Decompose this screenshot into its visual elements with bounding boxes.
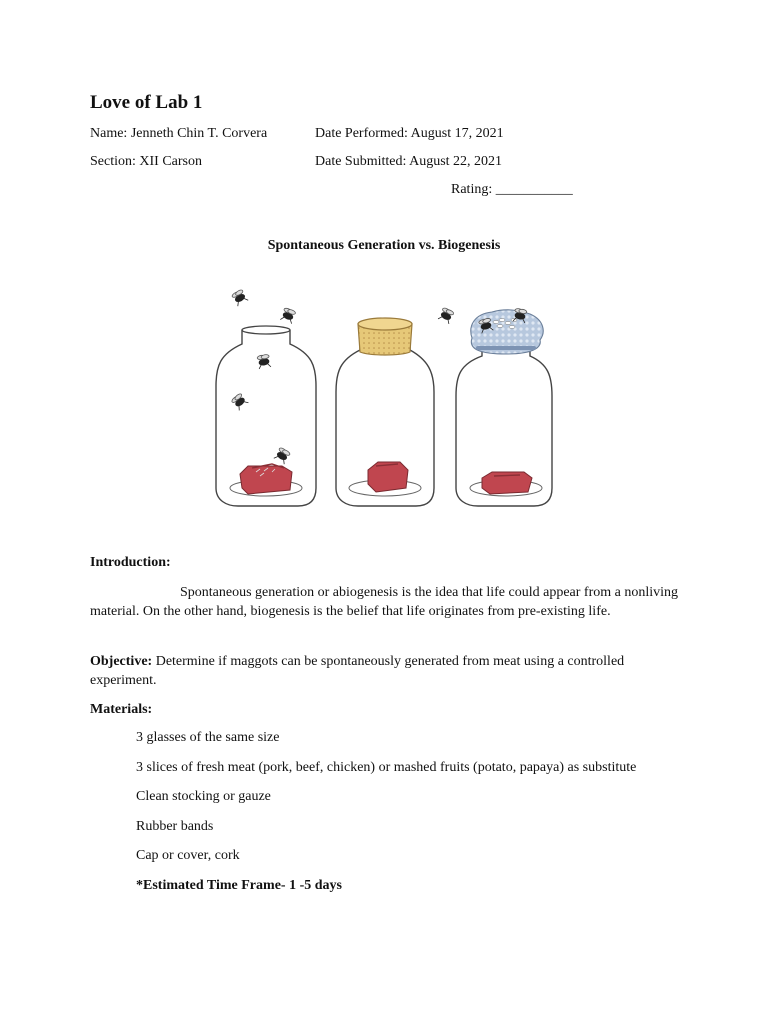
date-submitted: Date Submitted: August 22, 2021 bbox=[315, 154, 503, 169]
rating-field: Rating: ___________ bbox=[451, 182, 573, 197]
introduction-heading: Introduction: bbox=[90, 555, 171, 570]
meat-slice-2 bbox=[368, 462, 408, 492]
time-frame: *Estimated Time Frame- 1 -5 days bbox=[136, 878, 342, 893]
material-item: 3 slices of fresh meat (pork, beef, chicken) or mashed fruits (potato, papaya) as substitute bbox=[136, 760, 637, 775]
gauze-covered-jar bbox=[456, 310, 552, 506]
objective-text: Determine if maggots can be spontaneously generated from meat using a controlled experiment. bbox=[90, 654, 625, 688]
rubber-band bbox=[476, 346, 536, 350]
section: Section: XII Carson bbox=[90, 154, 202, 169]
introduction-text: Spontaneous generation or abiogenesis is the idea that life could appear from a nonliving material. On the other hand, biogenesis is the belief that life originates from pre-existing life. bbox=[90, 585, 679, 619]
material-item: Rubber bands bbox=[136, 819, 214, 834]
jar-experiment-illustration bbox=[212, 266, 556, 516]
corked-jar bbox=[336, 318, 434, 506]
materials-heading: Materials: bbox=[90, 702, 153, 717]
figure-title: Spontaneous Generation vs. Biogenesis bbox=[267, 238, 501, 253]
objective-label: Objective: bbox=[90, 654, 153, 669]
material-item: Cap or cover, cork bbox=[136, 848, 240, 863]
objective-paragraph bbox=[90, 652, 690, 690]
document-title: Love of Lab 1 bbox=[90, 92, 203, 113]
meat-slice-1 bbox=[240, 466, 292, 494]
student-name: Name: Jenneth Chin T. Corvera bbox=[90, 126, 268, 141]
date-performed: Date Performed: August 17, 2021 bbox=[315, 126, 504, 141]
open-jar bbox=[216, 326, 316, 506]
material-item: 3 glasses of the same size bbox=[136, 730, 280, 745]
material-item: Clean stocking or gauze bbox=[136, 789, 271, 804]
